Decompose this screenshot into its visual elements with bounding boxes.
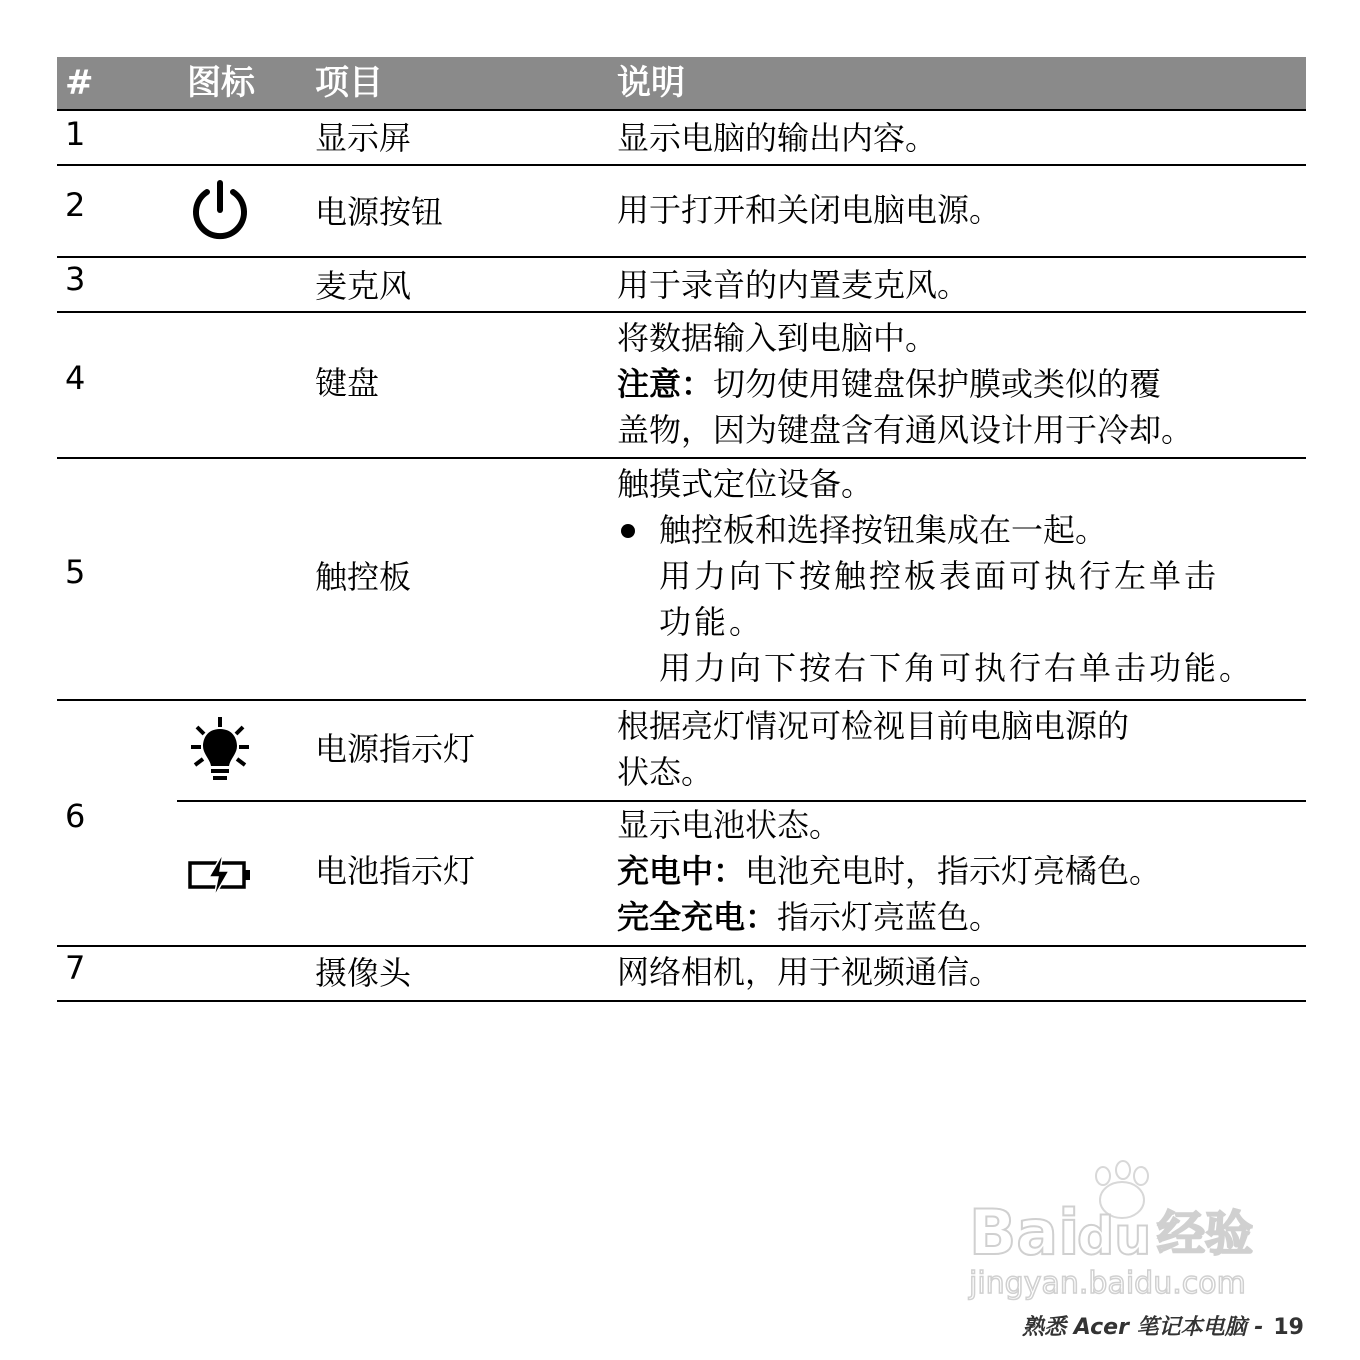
row-desc [617, 115, 1307, 161]
baidu-watermark [965, 1160, 1285, 1305]
desc-line: 盖物，因为键盘含有通风设计用于冷却。 [617, 411, 1194, 449]
row-number: 6 [65, 797, 86, 835]
row-desc [617, 802, 1307, 940]
wm-brand3: 经验 [1157, 1206, 1254, 1262]
desc-line: 用于打开和关闭电脑电源。 [617, 191, 1002, 229]
header-desc: 说明 [617, 63, 685, 103]
bullet-icon [621, 524, 635, 538]
table-header [57, 57, 1306, 111]
charging-label: 充电中： [617, 852, 746, 890]
full-text: 指示灯亮蓝色。 [777, 898, 1002, 936]
full-label: 完全充电： [617, 898, 778, 936]
row-item: 电池指示灯 [315, 852, 476, 890]
page-number: 19 [1273, 1315, 1304, 1340]
sub-line: 功能。 [659, 603, 765, 641]
row-desc [617, 187, 1307, 233]
row-item: 触控板 [315, 558, 412, 596]
row-number: 5 [65, 553, 86, 591]
desc-line: 显示电脑的输出内容。 [617, 119, 938, 157]
desc-line: 显示电池状态。 [617, 806, 842, 844]
sub-line: 用力向下按触控板表面可执行左单击 [659, 557, 1220, 595]
row-desc [617, 262, 1307, 308]
charging-line [617, 848, 1307, 894]
row-item: 电源指示灯 [315, 730, 476, 768]
wm-brand2: du [1077, 1207, 1152, 1267]
table-row [57, 258, 1306, 313]
note-line [617, 361, 1307, 407]
wm-brand: Bai [969, 1196, 1080, 1269]
row-desc [617, 703, 1307, 795]
table-row [57, 459, 1306, 701]
desc-line: 状态。 [617, 753, 714, 791]
table-row [57, 111, 1306, 166]
table-row [57, 166, 1306, 258]
charging-text: 电池充电时，指示灯亮橘色。 [745, 852, 1162, 890]
desc-line: 根据亮灯情况可检视目前电脑电源的 [617, 707, 1130, 745]
row-number: 3 [65, 260, 86, 298]
note-label: 注意： [617, 365, 714, 403]
table-row [57, 947, 1306, 1002]
row-desc [617, 315, 1307, 453]
desc-line: 将数据输入到电脑中。 [617, 319, 938, 357]
row-number: 1 [65, 115, 86, 153]
sub-line: 用力向下按右下角可执行右单击功能。 [659, 649, 1255, 687]
desc-line: 网络相机，用于视频通信。 [617, 953, 1002, 991]
full-line [617, 894, 1307, 940]
row-number: 2 [65, 186, 86, 224]
row-desc [617, 949, 1307, 995]
page-footer [1022, 1310, 1304, 1341]
row-item: 显示屏 [315, 119, 412, 157]
table-row [57, 701, 1306, 947]
row-item: 键盘 [315, 364, 380, 402]
desc-line: 触摸式定位设备。 [617, 465, 874, 503]
row-number: 4 [65, 359, 86, 397]
row-item: 麦克风 [315, 267, 412, 305]
note-text: 切勿使用键盘保护膜或类似的覆 [713, 365, 1162, 403]
wm-url: jingyan.baidu.com [969, 1266, 1246, 1301]
row-item: 摄像头 [315, 954, 412, 992]
footer-title: 熟悉 Acer 笔记本电脑 - [1022, 1315, 1264, 1340]
header-icon: 图标 [187, 63, 255, 103]
row-item: 电源按钮 [315, 193, 444, 231]
bullet-text: 触控板和选择按钮集成在一起。 [659, 511, 1108, 549]
components-table [57, 57, 1306, 1002]
desc-line: 用于录音的内置麦克风。 [617, 266, 970, 304]
bullet-item [617, 507, 1307, 553]
header-num: # [65, 63, 94, 103]
battery-charging-icon [187, 851, 253, 903]
table-row [57, 313, 1306, 459]
light-bulb-icon [187, 715, 253, 789]
row-number: 7 [65, 949, 86, 987]
header-item: 项目 [315, 63, 383, 103]
power-icon [187, 180, 253, 246]
row-desc [617, 461, 1307, 691]
